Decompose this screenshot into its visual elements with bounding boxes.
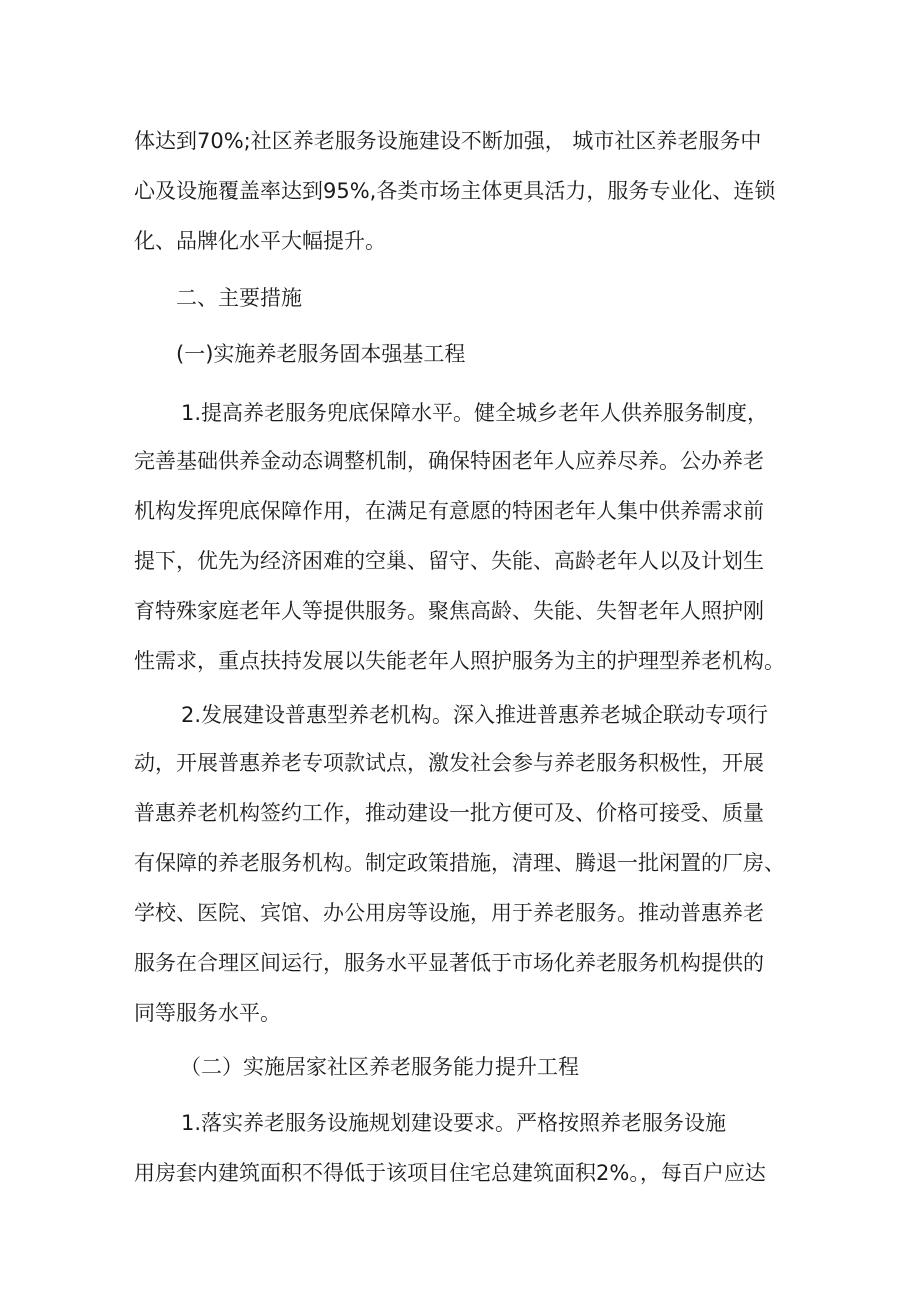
body-line: 有保障的养老服务机构。制定政策措施，清理、腾退一批闲置的厂房、: [134, 851, 785, 875]
body-line: 普惠养老机构签约工作，推动建设一批方便可及、价格可接受、质量: [134, 801, 764, 825]
subsection-heading: (一)实施养老服务固本强基工程: [176, 342, 466, 366]
body-line: 提下，优先为经济困难的空巢、留守、失能、高龄老年人以及计划生: [134, 549, 764, 573]
body-line: 性需求，重点扶持发展以失能老年人照护服务为主的护理型养老机构。: [134, 649, 785, 673]
body-line: 1.提高养老服务兜底保障水平。健全城乡老年人供养服务制度，: [181, 401, 769, 425]
body-line: 服务在合理区间运行，服务水平显著低于市场化养老服务机构提供的: [134, 951, 764, 975]
body-line: 2.发展建设普惠型养老机构。深入推进普惠养老城企联动专项行: [181, 703, 769, 727]
body-line: 机构发挥兜底保障作用，在满足有意愿的特困老年人集中供养需求前: [134, 499, 764, 523]
body-line: 1.落实养老服务设施规划建设要求。严格按照养老服务设施: [181, 1111, 727, 1135]
body-line: 心及设施覆盖率达到95%,各类市场主体更具活力，服务专业化、连锁: [134, 179, 776, 203]
body-line: 用房套内建筑面积不得低于该项目住宅总建筑面积2%。，每百户应达: [134, 1161, 766, 1185]
subsection-heading: （二）实施居家社区养老服务能力提升工程: [180, 1055, 579, 1079]
body-line: 学校、医院、宾馆、办公用房等设施，用于养老服务。推动普惠养老: [134, 901, 764, 925]
section-heading: 二、主要措施: [176, 286, 302, 310]
body-line: 育特殊家庭老年人等提供服务。聚焦高龄、失能、失智老年人照护刚: [134, 599, 764, 623]
body-line: 同等服务水平。: [134, 1001, 281, 1025]
body-line: 体达到70%;社区养老服务设施建设不断加强， 城市社区养老服务中: [134, 129, 762, 153]
body-line: 完善基础供养金动态调整机制，确保特困老年人应养尽养。公办养老: [134, 449, 764, 473]
body-line: 化、品牌化水平大幅提升。: [134, 229, 386, 253]
body-line: 动，开展普惠养老专项款试点，激发社会参与养老服务积极性，开展: [134, 751, 764, 775]
